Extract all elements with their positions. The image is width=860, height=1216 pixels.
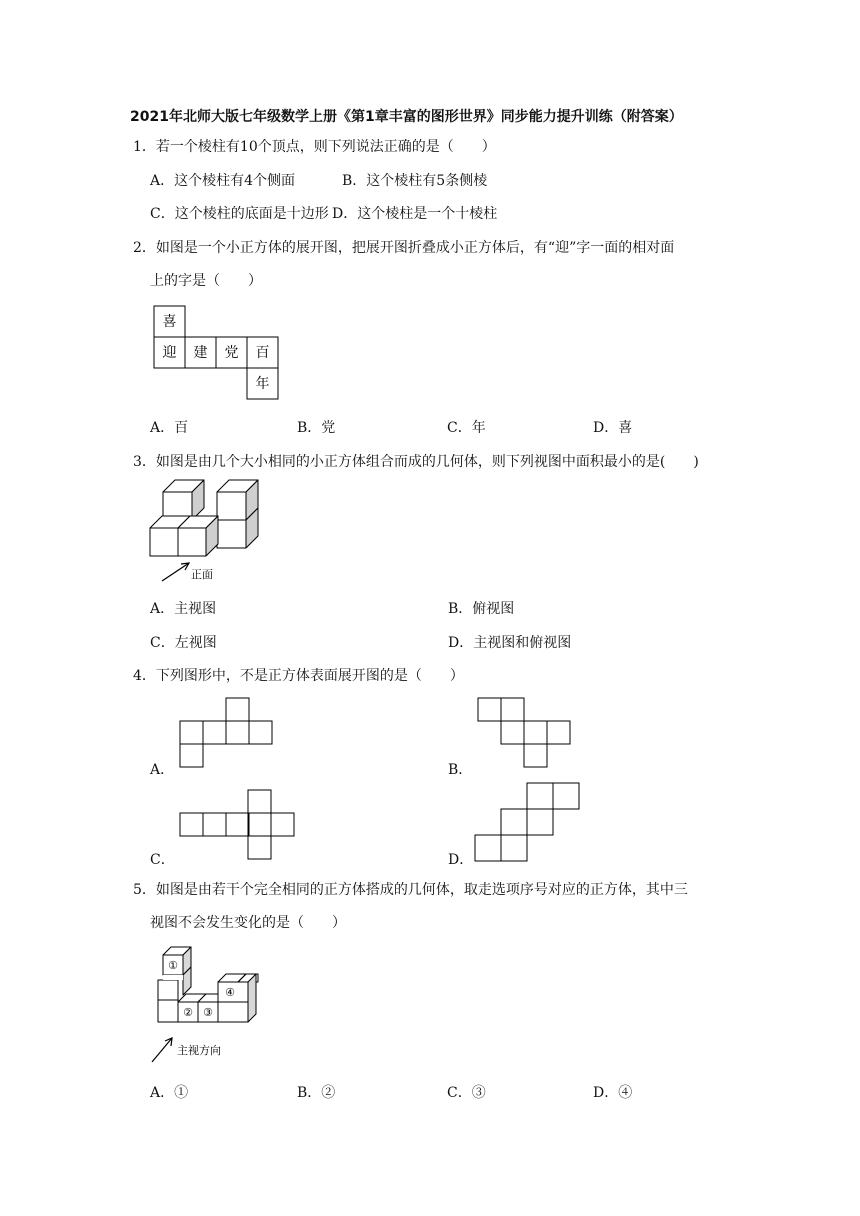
cube-label-3: ③	[203, 1006, 213, 1019]
net-char-dang: 党	[224, 345, 239, 361]
q5-view-label: 主视方向	[177, 1044, 221, 1057]
q4-stem: 4．下列图形中，不是正方体表面展开图的是（ ）	[133, 668, 464, 684]
q4-option-c: C．	[150, 852, 175, 868]
q5-option-c: C．③	[447, 1085, 486, 1101]
q2-option-b: B．党	[297, 420, 336, 436]
net-char-ying: 迎	[162, 345, 177, 361]
q4-option-a: A．	[150, 762, 175, 778]
q3-option-d: D．主视图和俯视图	[448, 635, 572, 651]
page-title: 2021年北师大版七年级数学上册《第1章丰富的图形世界》同步能力提升训练（附答案）	[130, 109, 683, 125]
q2-option-a: A．百	[150, 420, 189, 436]
q4-option-d: D．	[448, 852, 474, 868]
q1-stem: 1．若一个棱柱有10个顶点，则下列说法正确的是（ ）	[133, 139, 496, 155]
q3-option-c: C．左视图	[150, 635, 217, 651]
q1-option-a: A．这个棱柱有4个侧面	[150, 173, 296, 189]
net-char-jian: 建	[193, 345, 208, 361]
q3-front-label: 正面	[191, 568, 213, 581]
q2-option-c: C．年	[447, 420, 486, 436]
net-char-nian: 年	[255, 376, 270, 392]
q5-stem-line2: 视图不会发生变化的是（ ）	[150, 915, 346, 931]
q3-option-a: A．主视图	[150, 601, 217, 617]
q5-option-a: A．①	[150, 1085, 189, 1101]
cube-label-2: ②	[183, 1006, 193, 1019]
q5-option-b: B．②	[297, 1085, 336, 1101]
q5-option-d: D．④	[593, 1085, 633, 1101]
q2-stem-line2: 上的字是（ ）	[150, 273, 262, 289]
net-char-xi: 喜	[162, 314, 177, 330]
q5-stem-line1: 5．如图是由若干个完全相同的正方体搭成的几何体，取走选项序号对应的正方体，其中三	[133, 882, 688, 898]
cube-label-4: ④	[225, 986, 235, 999]
q1-option-b: B．这个棱柱有5条侧棱	[342, 173, 488, 189]
q4-option-b: B．	[448, 762, 473, 778]
net-char-bai: 百	[255, 345, 270, 361]
q2-stem-line1: 2．如图是一个小正方体的展开图，把展开图折叠成小正方体后，有“迎”字一面的相对面	[133, 240, 675, 256]
cube-label-1: ①	[168, 959, 178, 972]
q1-option-d: D．这个棱柱是一个十棱柱	[332, 206, 498, 222]
q1-option-c: C．这个棱柱的底面是十边形	[150, 206, 329, 222]
q3-stem: 3．如图是由几个大小相同的小正方体组合而成的几何体，则下列视图中面积最小的是( )	[133, 454, 699, 470]
q2-option-d: D．喜	[593, 420, 633, 436]
q3-option-b: B．俯视图	[448, 601, 515, 617]
